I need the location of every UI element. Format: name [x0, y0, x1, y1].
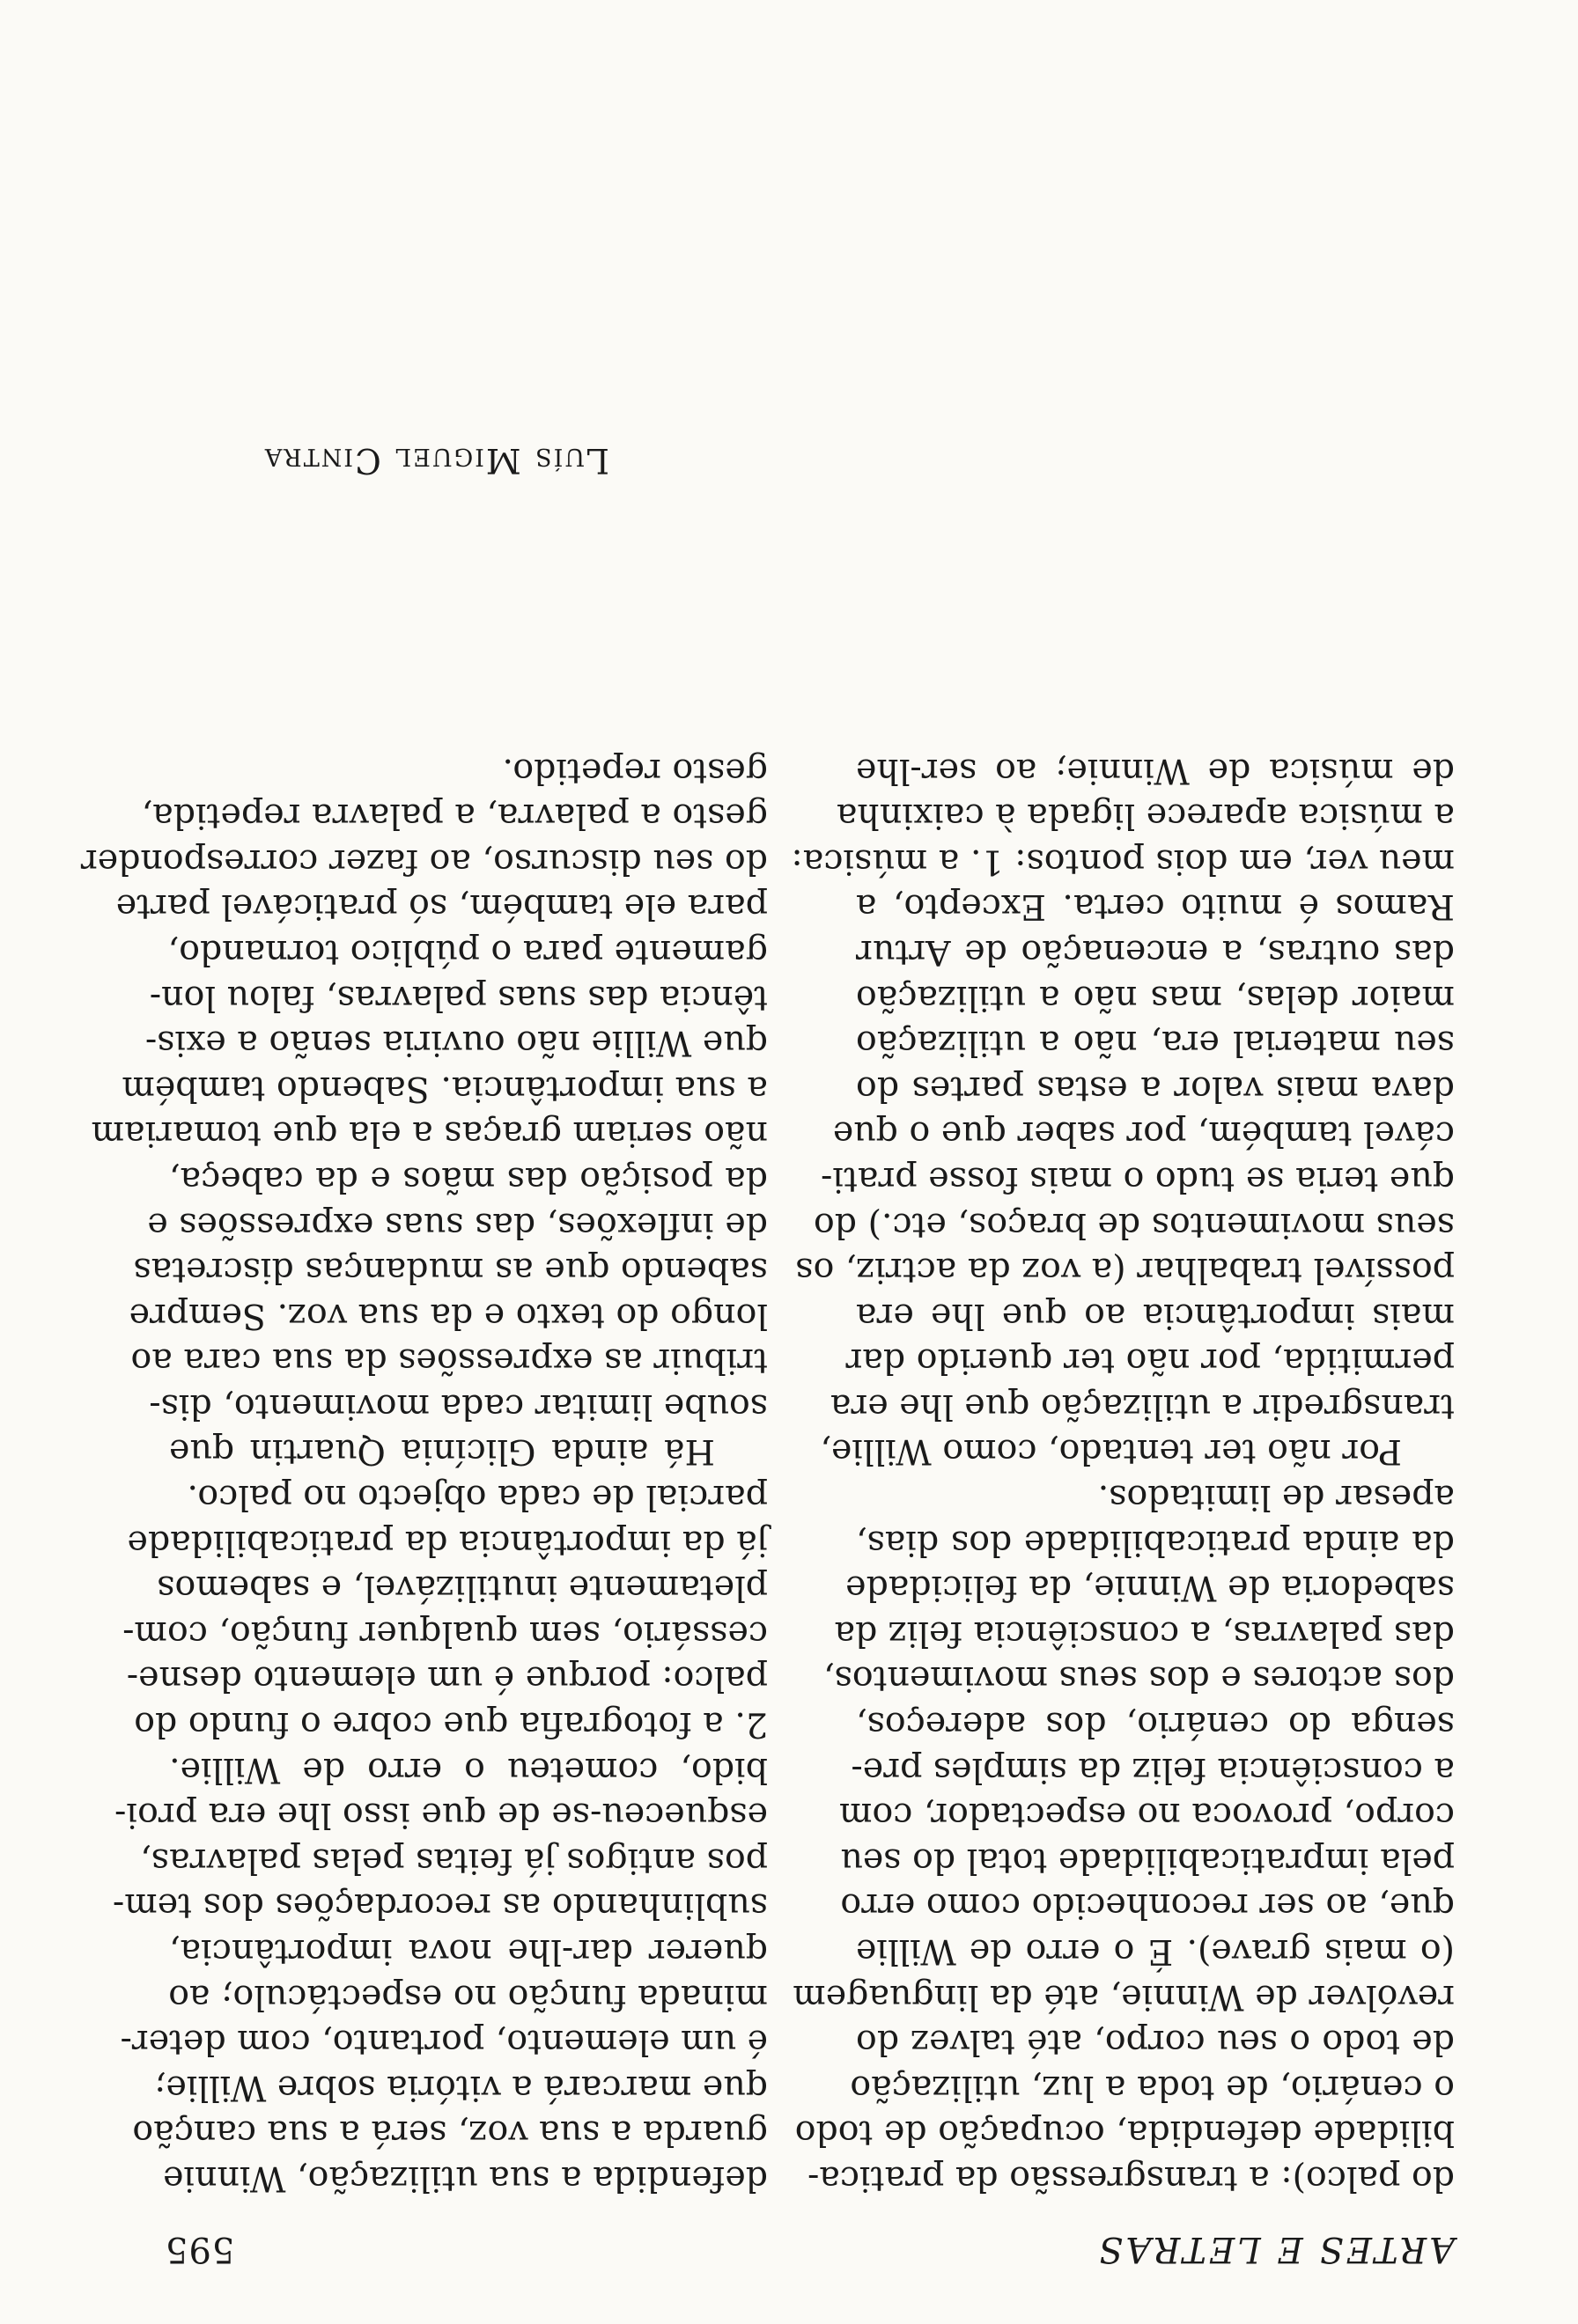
text-line: o cenário, de toda a luz, utilização: [850, 2067, 1455, 2108]
text-line: pos antigos já feitas pelas palavras,: [140, 1840, 768, 1881]
text-line: pela impraticabilidade total do seu: [840, 1840, 1455, 1881]
text-line: tência das suas palavras, falou lon-: [149, 977, 768, 1019]
text-line: é um elemento, portanto, com deter-: [120, 2022, 768, 2063]
text-line: meu ver, em dois pontos: 1. a música:: [791, 841, 1455, 882]
text-line: dos actores e dos seus movimentos,: [823, 1658, 1455, 1700]
text-line: Por não ter tentado, como Willie,: [820, 1431, 1402, 1473]
text-line: palco: porque é um elemento desne-: [126, 1658, 768, 1700]
running-title: ARTES E LETRAS: [1095, 2229, 1455, 2269]
text-line: bilidade defendida, ocupação de todo: [794, 2113, 1455, 2154]
text-line: não seriam graças a ela que tomariam: [91, 1114, 768, 1155]
text-line: longo do texto e da sua voz. Sempre: [129, 1295, 768, 1336]
author-signature: Luís Miguel Cintra: [262, 440, 609, 480]
left-text-column: [791, 747, 1455, 2201]
text-line: transgredir a utilização que lhe era: [830, 1386, 1455, 1427]
text-line: bido, cometeu o erro de Willie.: [169, 1749, 768, 1791]
text-line: do palco): a transgressão da pratica-: [807, 2159, 1455, 2199]
text-line: possível trabalhar (a voz da actriz, os: [795, 1250, 1455, 1291]
text-line: para ele também, só praticável parte: [115, 886, 768, 928]
text-line: a consciência feliz da simples pre-: [851, 1749, 1455, 1791]
text-line: querer dar-lhe nova importância,: [169, 1931, 768, 1973]
text-line: pletamente inutilizável, e sabemos: [157, 1568, 768, 1609]
text-line: cável também, por saber que o que: [832, 1114, 1455, 1155]
text-line: de inflexões, das suas expressões e: [147, 1204, 768, 1246]
text-line: das outras, a encenação de Artur: [856, 931, 1455, 973]
text-line: da ainda praticabilidade dos dias,: [856, 1522, 1455, 1563]
text-line: revólver de Winnie, até da linguagem: [793, 1976, 1455, 2018]
text-line: seu material era, não a utilização: [856, 1023, 1455, 1064]
text-line: que marcará a vitória sobre Willie;: [154, 2067, 768, 2108]
text-line: soube limitar cada movimento, dis-: [149, 1386, 768, 1427]
text-line: das palavras, a consciência feliz da: [834, 1613, 1455, 1654]
text-line: que, ao ser reconhecido como erro: [840, 1886, 1455, 1927]
text-line: esqueceu-se de que isso lhe era proi-: [114, 1795, 768, 1836]
text-line: seus movimentos de braços, etc.) do: [813, 1204, 1455, 1246]
text-line: guarda a sua voz, será a sua canção: [132, 2113, 768, 2154]
right-text-column: [80, 747, 768, 2201]
text-line: gesto repetido.: [502, 750, 768, 791]
text-line: a sua importância. Sabendo também: [122, 1068, 768, 1109]
text-line: sabedoria de Winnie, da felicidade: [845, 1568, 1455, 1609]
text-line: Ramos é muito certa. Excepto, a: [856, 886, 1455, 928]
text-line: que teria se tudo o mais fosse prati-: [821, 1158, 1455, 1200]
text-line: sabendo que as mudanças discretas: [133, 1250, 768, 1291]
text-line: permitida, por não ter querido dar: [845, 1341, 1455, 1382]
text-line: de música de Winnie; ao ser-lhe: [856, 750, 1455, 791]
text-line: senga do cenário, dos adereços,: [856, 1704, 1455, 1746]
text-line: defendida a sua utilização, Winnie: [163, 2159, 768, 2199]
text-line: já da importância da praticabilidade: [127, 1522, 768, 1563]
text-line: de todo o seu corpo, até talvez do: [856, 2022, 1455, 2063]
text-line: do seu discurso, ao fazer corresponder: [80, 841, 768, 882]
text-line: minada função no espectáculo; ao: [168, 1976, 768, 2018]
text-line: dava mais valor a estas partes do: [856, 1068, 1455, 1109]
text-line: da posição das mãos e da cabeça,: [169, 1158, 768, 1200]
text-line: Há ainda Glicínia Quartin que: [169, 1431, 715, 1473]
text-line: parcial de cada objecto no palco.: [187, 1477, 768, 1519]
text-line: gesto a palavra, a palavra repetida,: [141, 796, 768, 837]
text-line: (o mais grave). É o erro de Willie: [856, 1931, 1455, 1973]
text-line: gamente para o público tornando,: [167, 931, 768, 973]
text-line: cessário, sem qualquer função, com-: [122, 1613, 768, 1654]
text-line: 2. a fotografia que cobre o fundo do: [134, 1704, 768, 1746]
text-line: corpo, provoca no espectador, com: [839, 1795, 1455, 1836]
text-line: sublinhando as recordações dos tem-: [112, 1886, 768, 1927]
text-line: que Willie não ouviria senão a exis-: [144, 1023, 768, 1064]
text-line: apesar de limitados.: [1097, 1477, 1455, 1519]
text-line: maior delas, mas não a utilização: [856, 977, 1455, 1019]
text-line: a música aparece ligada à caixinha: [836, 796, 1455, 837]
text-line: tribuir as expressões da sua cara ao: [130, 1341, 768, 1382]
page-header: [165, 2225, 1455, 2269]
text-line: mais importância ao que lhe era: [856, 1295, 1455, 1336]
page-number: 595: [165, 2229, 235, 2269]
